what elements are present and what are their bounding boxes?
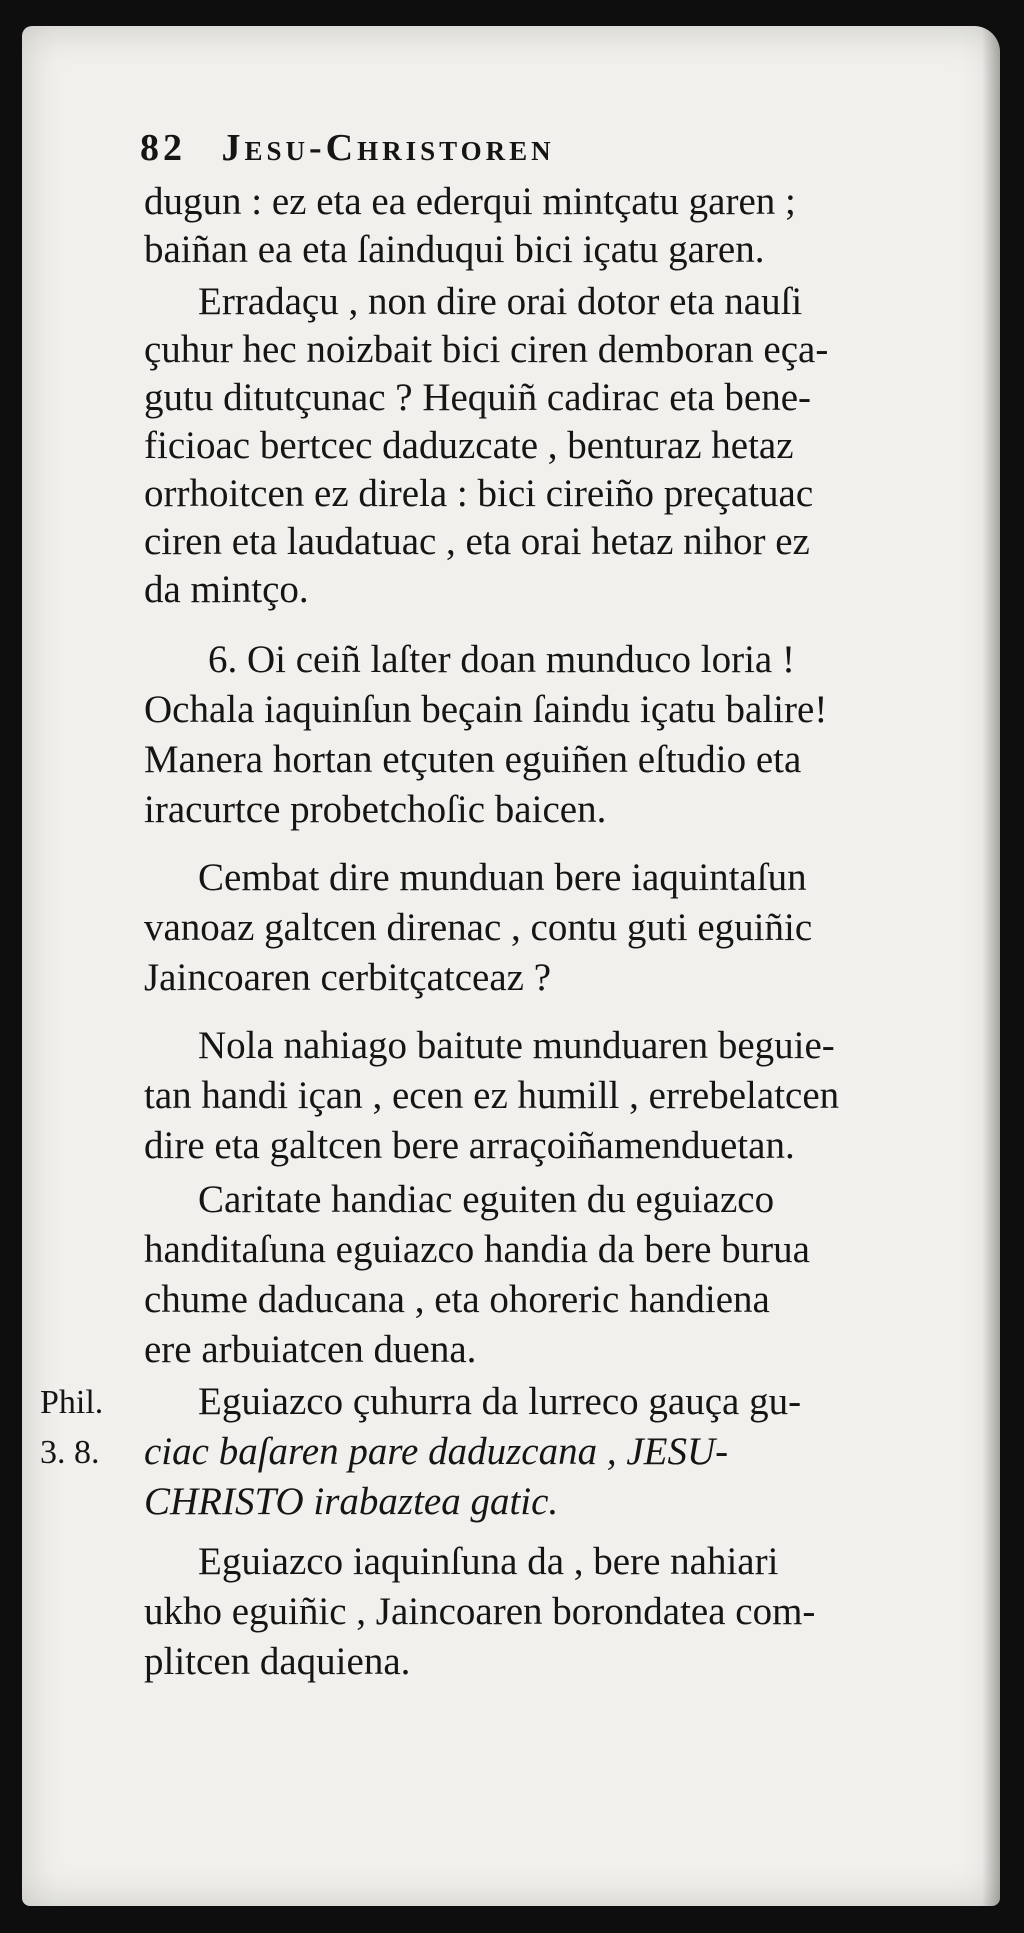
text-line: ere arbuiatcen duena.: [144, 1328, 477, 1371]
text-line-italic: ciac baſaren pare daduzcana , JESU-: [144, 1430, 729, 1473]
text-line: tan handi içan , ecen ez humill , errebelatcen: [144, 1074, 840, 1117]
text-line: baiñan ea eta ſainduqui bici içatu garen.: [144, 228, 765, 271]
running-header: [140, 126, 555, 170]
text-line: dire eta galtcen bere arraçoiñamenduetan.: [144, 1124, 795, 1167]
text-line: ciren eta laudatuac , eta orai hetaz nihor ez: [144, 520, 810, 563]
text-line: handitaſuna eguiazco handia da bere burua: [144, 1228, 810, 1271]
text-line: Ochala iaquinſun beçain ſaindu içatu balire!: [144, 688, 828, 731]
text-line: Jaincoaren cerbitçatceaz ?: [144, 956, 552, 999]
page-text: [22, 26, 1000, 1906]
text-line: ficioac bertcec daduzcate , benturaz hetaz: [144, 424, 794, 467]
margin-note-book: Phil.: [40, 1384, 104, 1421]
text-line: chume daducana , eta ohoreric handiena: [144, 1278, 770, 1321]
text-line: dugun : ez eta ea ederqui mintçatu garen ;: [144, 180, 796, 223]
text-line: gutu ditutçunac ? Hequiñ cadirac eta bene-: [144, 376, 812, 419]
text-line: Caritate handiac eguiten du eguiazco: [198, 1178, 775, 1221]
text-line: Manera hortan etçuten eguiñen eſtudio eta: [144, 738, 802, 781]
book-page: [22, 26, 1000, 1906]
text-line: vanoaz galtcen direnac , contu guti eguiñic: [144, 906, 813, 949]
text-line-italic: CHRISTO irabaztea gatic.: [144, 1480, 559, 1523]
text-line: iracurtce probetchoſic baicen.: [144, 788, 607, 831]
text-line: çuhur hec noizbait bici ciren demboran eça-: [144, 328, 829, 371]
text-line: 6. Oi ceiñ laſter doan munduco loria !: [208, 638, 795, 681]
text-line: da mintço.: [144, 568, 309, 611]
running-title: Jesu-Christoren: [221, 127, 555, 169]
text-line: ukho eguiñic , Jaincoaren borondatea com-: [144, 1590, 816, 1633]
text-line: Nola nahiago baitute munduaren beguie-: [198, 1024, 835, 1067]
page-number: 82: [140, 127, 186, 169]
text-line: plitcen daquiena.: [144, 1640, 411, 1683]
text-line: Eguiazco iaquinſuna da , bere nahiari: [198, 1540, 779, 1583]
text-line: Eguiazco çuhurra da lurreco gauça gu-: [198, 1380, 802, 1423]
text-line: Cembat dire munduan bere iaquintaſun: [198, 856, 807, 899]
text-line: Erradaçu , non dire orai dotor eta nauſi: [198, 280, 803, 323]
text-line: orrhoitcen ez direla : bici cireiño preçatuac: [144, 472, 814, 515]
margin-note-verse: 3. 8.: [40, 1434, 100, 1471]
